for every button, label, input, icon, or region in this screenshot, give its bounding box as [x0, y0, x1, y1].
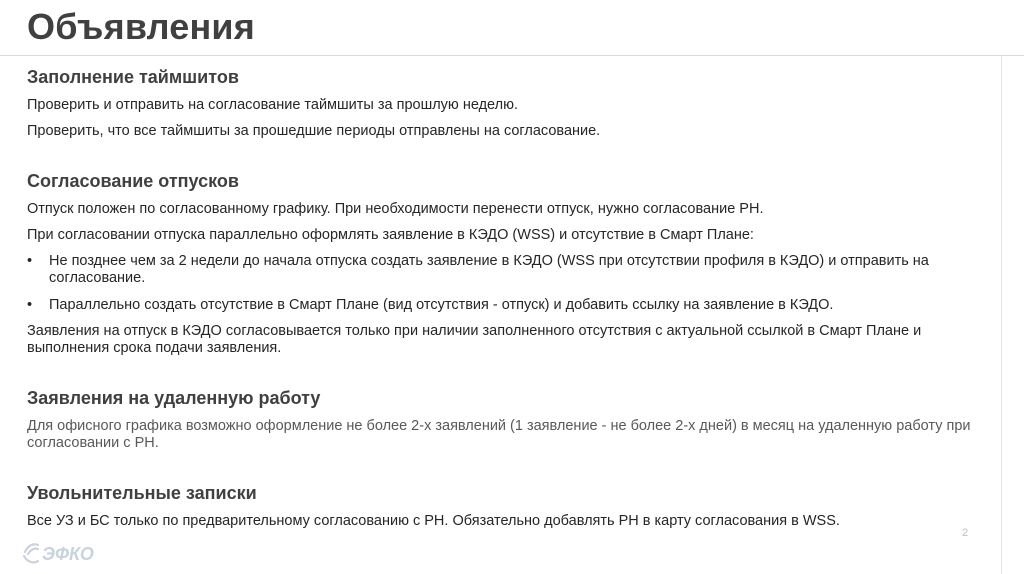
paragraph: Все УЗ и БС только по предварительному согласованию с РН. Обязательно добавлять РН в карту согласования в WSS.	[27, 513, 840, 529]
paragraph: Заявления на отпуск в КЭДО согласовывается только при наличии заполненного отсутствия с актуальной ссылкой в Смарт Плане и выполнения срока подачи заявления.	[27, 323, 922, 356]
bullet-icon: •	[27, 297, 33, 313]
section-remote-work	[27, 387, 992, 452]
slide-title: Объявления	[27, 6, 255, 47]
right-divider	[1001, 56, 1002, 574]
list-item-text: Не позднее чем за 2 недели до начала отпуска создать заявление в КЭДО (WSS при отсутствии профиля в КЭДО) и отправить на согласование.	[49, 253, 929, 286]
section-leave-notes	[27, 482, 992, 530]
paragraph: Проверить и отправить на согласование таймшиты за прошлую неделю.	[27, 97, 518, 113]
list-item-text: Параллельно создать отсутствие в Смарт Плане (вид отсутствия - отпуск) и добавить ссылку на заявление в КЭДО.	[49, 297, 834, 313]
page-number: 2	[962, 527, 969, 539]
bullet-icon: •	[27, 253, 33, 269]
section-vacation	[27, 170, 992, 357]
slide-content	[27, 66, 992, 530]
paragraph: Для офисного графика возможно оформление не более 2-х заявлений (1 заявление - не более 2-х дней) в месяц на удаленную работу при согласовании с РН.	[27, 418, 971, 451]
section-heading-timesheets: Заполнение таймшитов	[27, 67, 239, 87]
list-item	[27, 253, 992, 287]
paragraph: Проверить, что все таймшиты за прошедшие периоды отправлены на согласование.	[27, 123, 601, 139]
title-divider	[0, 55, 1024, 56]
section-heading-leave-notes: Увольнительные записки	[27, 483, 257, 503]
paragraph: Отпуск положен по согласованному графику. При необходимости перенести отпуск, нужно согласование РН.	[27, 201, 764, 217]
bullet-list	[27, 253, 992, 314]
section-timesheets	[27, 66, 992, 140]
efko-logo	[22, 540, 127, 566]
section-heading-vacation: Согласование отпусков	[27, 171, 239, 191]
section-heading-remote-work: Заявления на удаленную работу	[27, 388, 321, 408]
logo-text: ЭФКО	[42, 544, 94, 564]
list-item	[27, 297, 992, 314]
paragraph: При согласовании отпуска параллельно оформлять заявление в КЭДО (WSS) и отсутствие в Смарт Плане:	[27, 227, 754, 243]
